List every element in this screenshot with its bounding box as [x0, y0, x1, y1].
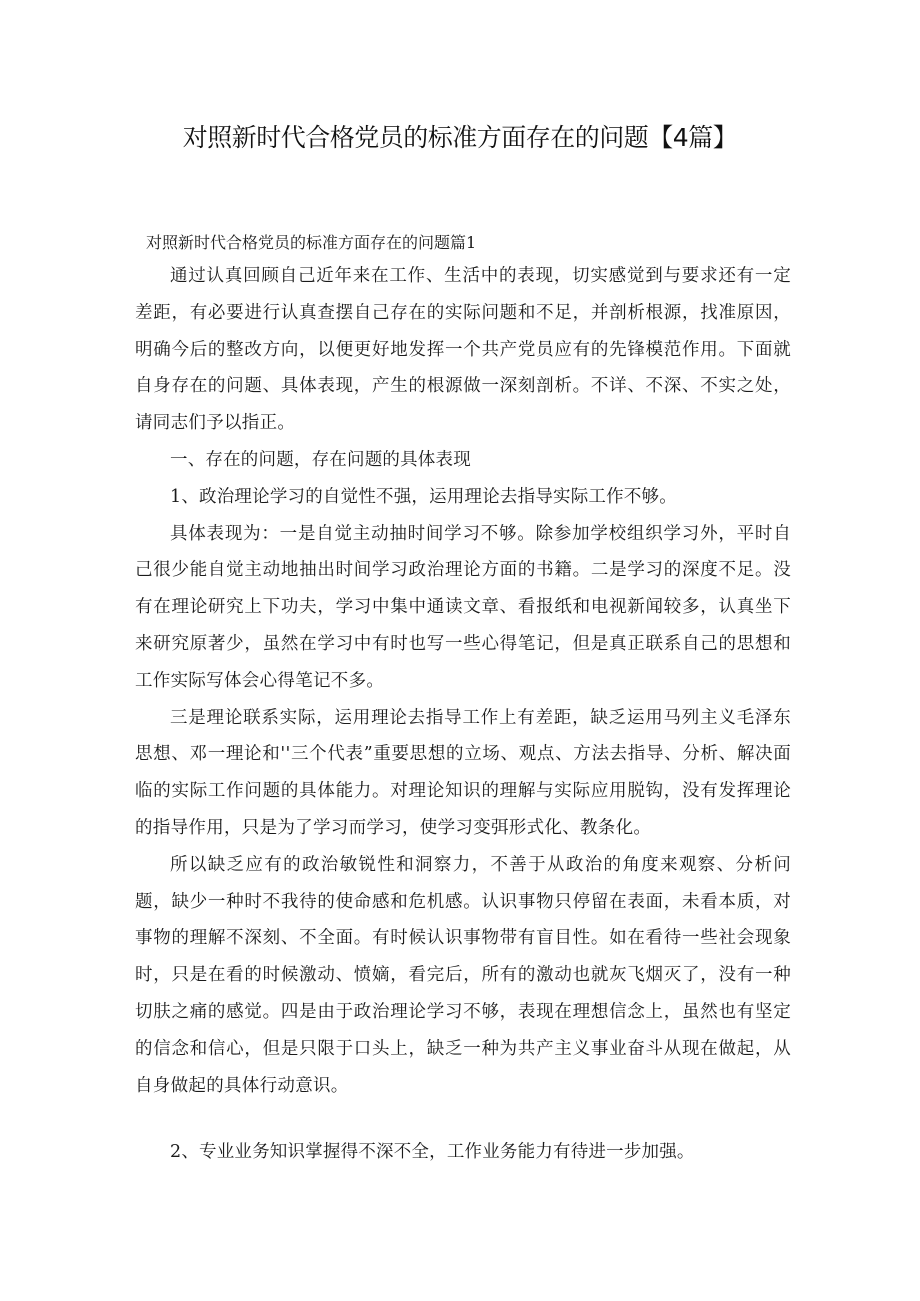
paragraph-problem-2-heading: 2、专业业务知识掌握得不深不全，工作业务能力有待进一步加强。 — [170, 1142, 695, 1163]
paragraph-problem-1-detail: 具体表现为：一是自觉主动抽时间学习不够。除参加学校组织学习外，平时自己很少能自觉主动地抽出时间学习政治理论方面的书籍。二是学习的深度不足。没有在理论研究上下功夫，学习中集中通读文章、看报纸和电视新闻较多，认真坐下来研究原著少，虽然在学习中有时也写一些心得笔记，但是真正联系自己的思想和工作实际写体会心得笔记不多。 — [135, 523, 791, 691]
section-heading: 对照新时代合格党员的标准方面存在的问题篇1 — [146, 233, 477, 252]
paragraph-problem-1-consequence: 所以缺乏应有的政治敏锐性和洞察力，不善于从政治的角度来观察、分析问题，缺少一种时不我待的使命感和危机感。认识事物只停留在表面，未看本质，对事物的理解不深刻、不全面。有时候认识事物带有盲目性。如在看待一些社会现象时，只是在看的时候激动、愤嫡，看完后，所有的激动也就灰飞烟灭了，没有一种切肤之痛的感觉。四是由于政治理论学习不够，表现在理想信念上，虽然也有坚定的信念和信心，但是只限于口头上，缺乏一种为共产主义事业奋斗从现在做起，从自身做起的具体行动意识。 — [135, 854, 791, 1096]
paragraph-problem-1-point-three: 三是理论联系实际，运用理论去指导工作上有差距，缺乏运用马列主义毛泽东思想、邓一理论和''三个代表”重要思想的立场、观点、方法去指导、分析、解决面临的实际工作问题的具体能力。对理论知识的理解与实际应用脱钩，没有发挥理论的指导作用，只是为了学习而学习，使学习变弭形式化、教条化。 — [135, 707, 791, 838]
document-title: 对照新时代合格党员的标准方面存在的问题【4篇】 — [182, 123, 738, 152]
paragraph-gap — [135, 1104, 791, 1134]
document-body — [135, 258, 791, 1171]
paragraph-problem-1-heading: 1、政治理论学习的自觉性不强，运用理论去指导实际工作不够。 — [170, 486, 677, 507]
paragraph-part-one-heading: 一、存在的问题，存在问题的具体表现 — [170, 449, 471, 470]
paragraph-intro: 通过认真回顾自己近年来在工作、生活中的表现，切实感觉到与要求还有一定差距，有必要进行认真查摆自己存在的实际问题和不足，并剖析根源，找准原因，明确今后的整改方向，以便更好地发挥一个共产党员应有的先锋模范作用。下面就自身存在的问题、具体表现，产生的根源做一深刻剖析。不详、不深、不实之处，请同志们予以指正。 — [135, 266, 791, 434]
